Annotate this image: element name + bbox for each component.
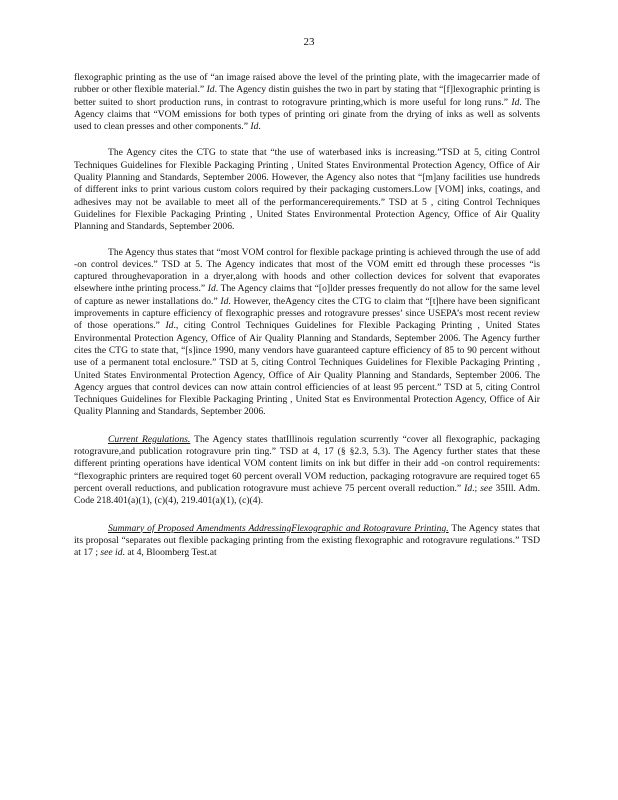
paragraph-text: . <box>258 121 261 133</box>
citation-signal: Id <box>165 320 174 332</box>
citation-signal: Id <box>511 96 520 108</box>
paragraph-add-on-controls <box>74 247 540 419</box>
citation-signal: Id <box>207 283 216 295</box>
citation-signal: Id <box>464 482 473 494</box>
paragraph-text: . The Agency distin guishes the two in part by stating that “[f]lexographic printing is better suited to short production runs, in contrast to rotogravure printing,which is more useful for long runs.” <box>74 84 540 108</box>
page-number: 23 <box>303 36 315 48</box>
paragraph-text: . The Agency claims that “VOM emissions for both types of printing ori ginate from the drying of inks as well as solvents used to clean presses and other components.” <box>74 96 540 133</box>
paragraph-summary-proposed <box>74 523 540 560</box>
paragraph-text: ., citing Control Techniques Guidelines for Flexible Packaging Printing , United States Environmental Protection Agency, Office of Air Quality Planning and Standards, September 2006. The Agency further cites the CTG to state that, “[s]ince 1990, many vendors have guaranteed capture efficiency of 85 to 90 percent without use of a permanent total enclosure.” TSD at 5, citing Control Techniques Guidelines for Flexible Packaging Printing , United States Environmental Protection Agency, Office of Air Quality Planning and Standards, September 2006. The Agency argues that control devices can now attain control efficiencies of at least 95 percent.” TSD at 5, citing Control Techniques Guidelines for Flexible Packaging Printing , United Stat es Environmental Protection Agency, Office of Air Quality Planning and Standards, September 2006. <box>74 320 540 418</box>
paragraph-waterbased-inks <box>74 147 540 233</box>
paragraph-text: . The Agency claims that “[o]lder presses frequently do not allow for the same level of capture as newer installations do.” <box>74 283 540 307</box>
section-heading: Current Regulations. <box>108 433 191 445</box>
paragraph-text: flexographic printing as the use of “an image raised above the level of the printing plate, with the imagecarrier made of rubber or other flexible material.” <box>74 72 540 96</box>
citation-signal: Id <box>220 295 229 307</box>
paragraph-text: 35Ill. Adm. Code 218.401(a)(1), (c)(4), 219.401(a)(1), (c)(4). <box>74 482 541 507</box>
paragraph-text: .; <box>472 482 481 494</box>
paragraph-current-regulations <box>74 434 540 508</box>
citation-signal: Id <box>250 121 259 133</box>
section-heading: Summary of Proposed Amendments AddressingFlexographic and Rotogravure Printing. <box>108 522 449 534</box>
paragraph-text: . at 4, Bloomberg Test.at <box>122 547 217 559</box>
document-body <box>74 72 540 559</box>
paragraph-text: The Agency thus states that “most VOM control for flexible package printing is achieved through the use of add -on control devices.” TSD at 5. The Agency indicates that most of the VOM emitt ed through these processes “is captured throughevaporation in a dryer,along with hoods and other collection devices for solvent that evaporates elsewhere inthe printing process.” <box>74 246 540 295</box>
citation-signal: id <box>115 547 123 559</box>
paragraph-flexographic-definition <box>74 72 540 133</box>
citation-signal: Id <box>206 84 215 96</box>
paragraph-text: . However, theAgency cites the CTG to claim that “[t]here have been significant improvements in capture efficiency of flexographic presses and rotogravure presses’ since USEPA’s most recent review of those operations.” <box>74 295 540 332</box>
paragraph-text: The Agency states thatIllinois regulation scurrently “cover all flexographic, packaging rotogravure,and publication rotogravure prin ting.” TSD at 4, 17 (§ §2.3, 5.3). The Agency further states that these different printing operations have identical VOM content limits on ink but differ in their add -on control requirements: “flexographic printers are required toget 60 percent overall VOM reduction, packaging rotogravure are required toget 65 percent overall reductions, and publication rotogravure must achieve 75 percent overall reduction.” <box>74 433 540 494</box>
paragraph-text: The Agency states that its proposal “separates out flexible packaging printing from the existing flexographic and rotogravure regulations.” TSD at 17 ; <box>74 522 540 559</box>
paragraph-text: The Agency cites the CTG to state that “the use of waterbased inks is increasing.”TSD at 5, citing Control Techniques Guidelines for Flexible Packaging Printing , United States Environmental Protection Agency, Office of Air Quality Planning and Standards, September 2006. However, the Agency also notes that “[m]any facilities use hundreds of different inks to print various custom colors required by their packaging customers.Low [VOM] inks, coatings, and adhesives may not be available to meet all of the performancerequirements.” TSD at 5 , citing Control Techniques Guidelines for Flexible Packaging Printing , United States Environmental Protection Agency, Office of Air Quality Planning and Standards, September 2006. <box>74 147 540 233</box>
citation-signal: see <box>100 547 113 559</box>
citation-signal: see <box>480 482 493 494</box>
